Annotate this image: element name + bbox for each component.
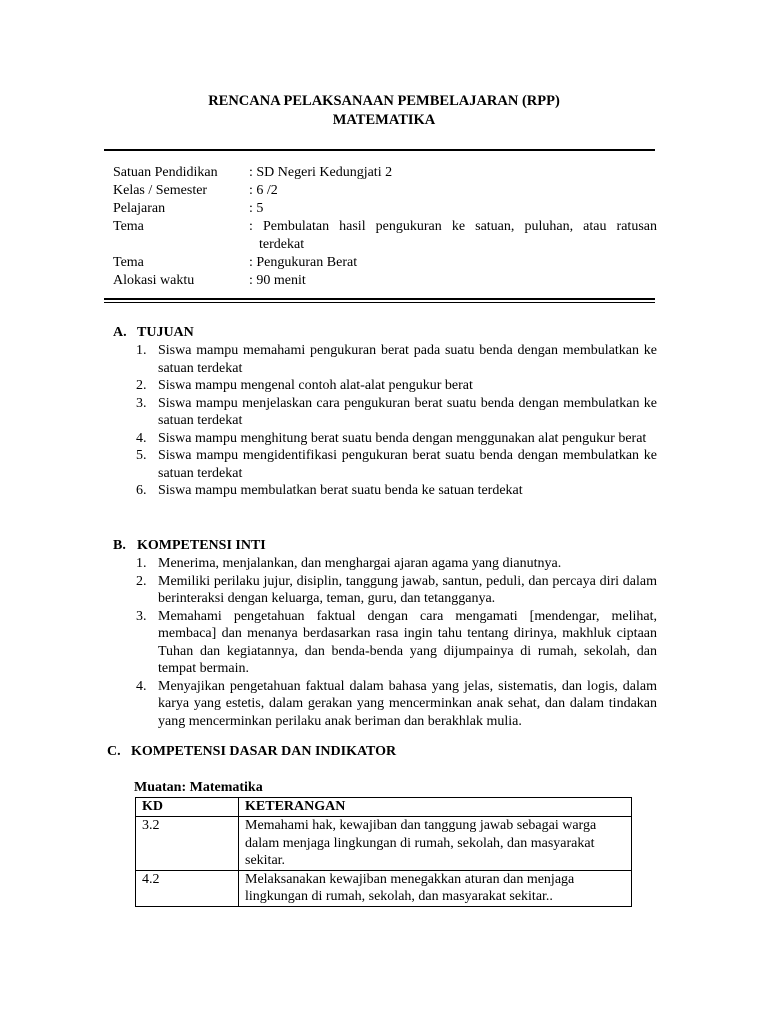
table-header-row [136, 798, 632, 817]
info-row-alokasi [113, 272, 658, 290]
bottom-divider-top [104, 298, 655, 300]
column-header-keterangan: KETERANGAN [239, 798, 632, 817]
document-subject: MATEMATIKA [332, 112, 436, 128]
document-page: RENCANA PELAKSANAAN PEMBELAJARAN (RPP) MATEMATIKA Satuan Pendidikan : SD Negeri Kedungjati 2 Kelas / Semester : 6 /2 Pelajaran : 5 Tema : Pembulatan hasil pengukuran ke satuan, puluhan, atau ratusan terdekat Tema : Pengukuran Berat Alokasi waktu : 90 menit A. TUJUAN 1. Siswa mampu memahami pengukuran berat pada suatu benda dengan membulatkan ke satuan terdekat 2. Siswa mampu mengenal contoh alat-alat pengukur berat 3. Siswa mampu menjelaskan cara pengukuran berat suatu benda dengan membulatkan ke satuan terdekat 4. Siswa mampu menghitung berat suatu benda dengan menggunakan alat pengukur berat 5. Siswa mampu mengidentifikasi pengukuran berat suatu benda dengan membulatkan ke satuan terdekat 6. Siswa mampu membulatkan berat suatu benda ke satuan terdekat B. KOMPETENSI INTI 1. Menerima, menjalankan, dan menghargai ajaran agama yang dianutnya. 2. Memiliki perilaku jujur, disiplin, tanggung jawab, santun, peduli, dan percaya diri dalam berinteraksi dengan keluarga, teman, guru, dan tetangganya. 3. Memahami pengetahuan faktual dengan cara mengamati [mendengar, melihat, membaca] dan menanya berdasarkan rasa ingin tahu tentang dirinya, makhluk ciptaan Tuhan dan kegiatannya, dan benda-benda yang dijumpainya di rumah, sekolah, dan tempat bermain. 4. Menyajikan pengetahuan faktual dalam bahasa yang jelas, sistematis, dan logis, dalam karya yang estetis, dalam gerakan yang mencerminkan anak sehat, dan dalam tindakan yang mencerminkan perilaku anak beriman dan berakhlak mulia. C. KOMPETENSI DASAR DAN INDIKATOR Muatan: Matematika KD KETERANGAN 3.2 Memahami hak, kewajiban dan tanggung jawab sebagai warga dalam menjaga lingkungan di rumah, sekolah, dan masyarakat sekitar. 4.2 Melaksanakan kewajiban menegakkan aturan dan menjaga lingkungan di rumah, sekolah, dan masyarakat sekitar.. [0, 0, 768, 1024]
info-value: : 90 menit [249, 273, 306, 288]
info-value: : SD Negeri Kedungjati 2 [249, 165, 393, 180]
info-row-tema [113, 218, 658, 236]
info-value: : Pembulatan hasil pengukuran ke satuan, puluhan, atau ratusan [249, 219, 657, 234]
info-value: : Pengukuran Berat [249, 255, 358, 270]
list-item: 2. Siswa mampu mengenal contoh alat-alat pengukur berat [136, 378, 473, 393]
kd-cell: 3.2 [136, 817, 239, 871]
info-row-satuan [113, 164, 658, 182]
top-divider [104, 149, 655, 151]
list-item: 1. Siswa mampu memahami pengukuran berat pada suatu benda dengan membulatkan ke satuan terdekat [136, 343, 657, 376]
keterangan-cell: Melaksanakan kewajiban menegakkan aturan dan menjaga lingkungan di rumah, sekolah, dan masyarakat sekitar.. [239, 870, 632, 906]
document-title: RENCANA PELAKSANAAN PEMBELAJARAN (RPP) [208, 93, 560, 109]
info-label: Tema [113, 219, 144, 234]
list-item: 5. Siswa mampu mengidentifikasi pengukuran berat suatu benda dengan membulatkan ke satuan terdekat [136, 448, 657, 481]
list-item: 4. Siswa mampu menghitung berat suatu benda dengan menggunakan alat pengukur berat [136, 430, 647, 446]
info-value-continuation: terdekat [259, 237, 305, 252]
kompetensi-inti-list [136, 555, 657, 730]
table-row [136, 870, 632, 906]
kd-cell: 4.2 [136, 870, 239, 906]
info-row-tema-continuation [259, 236, 559, 254]
list-item: 1. Menerima, menjalankan, dan menghargai ajaran agama yang dianutnya. [136, 556, 562, 571]
list-item: 2. Memiliki perilaku jujur, disiplin, tanggung jawab, santun, peduli, dan percaya diri dalam berinteraksi dengan keluarga, teman, guru, dan tetangganya. [136, 573, 657, 606]
keterangan-cell: Memahami hak, kewajiban dan tanggung jawab sebagai warga dalam menjaga lingkungan di rumah, sekolah, dan masyarakat sekitar. [239, 817, 632, 871]
list-item: 6. Siswa mampu membulatkan berat suatu benda ke satuan terdekat [136, 483, 523, 498]
table-row [136, 817, 632, 871]
info-value: : 5 [249, 201, 264, 216]
kd-table [135, 797, 632, 907]
list-item: 3. Memahami pengetahuan faktual dengan cara mengamati [mendengar, melihat, membaca] dan menanya berdasarkan rasa ingin tahu tentang dirinya, makhluk ciptaan Tuhan dan kegiatannya, dan benda-benda yang dijumpainya di rumah, sekolah, dan tempat bermain. [136, 608, 657, 676]
info-label: Tema [113, 255, 144, 270]
list-item: 4. Menyajikan pengetahuan faktual dalam bahasa yang jelas, sistematis, dan logis, dalam karya yang estetis, dalam gerakan yang mencerminkan anak sehat, dan dalam tindakan yang mencerminkan perilaku anak beriman dan berakhlak mulia. [136, 678, 657, 729]
info-label: Satuan Pendidikan [113, 165, 218, 180]
info-row-pelajaran [113, 200, 658, 218]
info-value: : 6 /2 [249, 183, 278, 198]
info-row-tema-2 [113, 254, 658, 272]
list-item: 3. Siswa mampu menjelaskan cara pengukuran berat suatu benda dengan membulatkan ke satuan terdekat [136, 395, 657, 428]
info-label: Alokasi waktu [113, 273, 195, 288]
info-row-kelas [113, 182, 658, 200]
bottom-divider-bottom [104, 302, 655, 303]
info-label: Pelajaran [113, 201, 166, 216]
info-label: Kelas / Semester [113, 183, 208, 198]
column-header-kd: KD [136, 798, 239, 817]
tujuan-list [136, 342, 657, 500]
muatan-label: Muatan: Matematika [134, 780, 263, 795]
